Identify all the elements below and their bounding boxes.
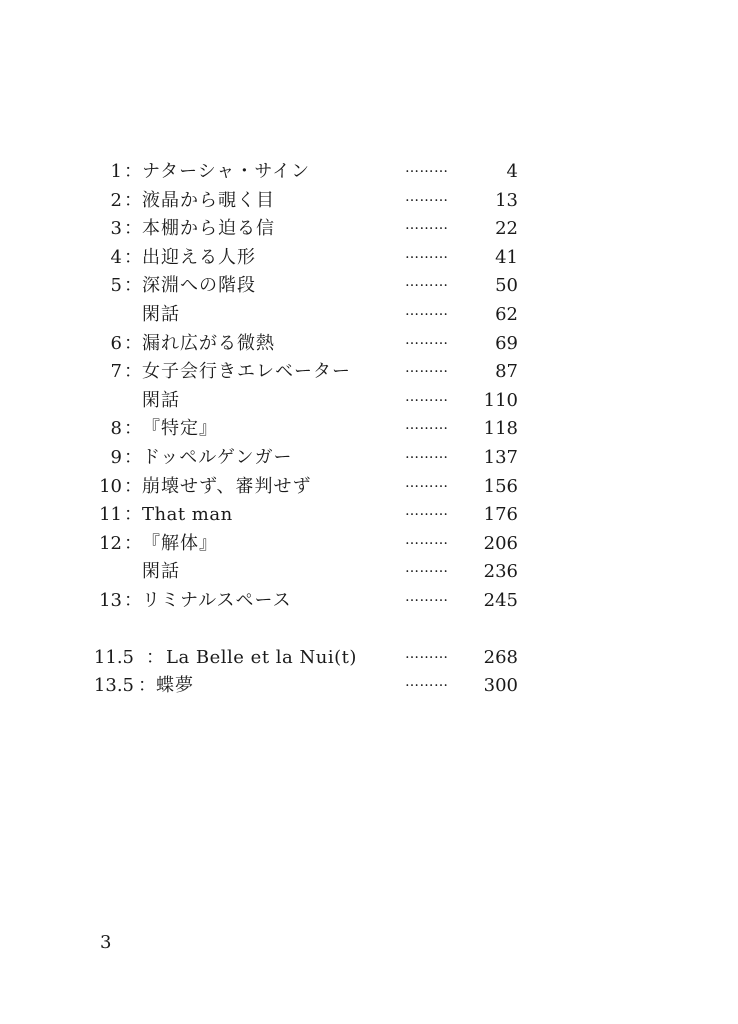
chapter-title: 深淵への階段 — [142, 275, 256, 297]
chapter-number: 12 — [99, 532, 122, 554]
leader-dots: ……… — [405, 274, 449, 291]
chapter-title: 『特定』 — [142, 418, 218, 440]
toc-entry — [0, 473, 738, 502]
page-folio: 3 — [100, 932, 112, 953]
chapter-number: 3 — [110, 218, 122, 240]
chapter-title: La Belle et la Nui(t) — [166, 646, 357, 668]
leader-dots: ……… — [405, 445, 449, 462]
chapter-number: 11 — [99, 504, 122, 526]
toc-entry — [0, 158, 738, 187]
chapter-title: 本棚から迫る信 — [142, 218, 275, 240]
toc-entry — [0, 244, 738, 273]
page-number: 236 — [483, 561, 518, 583]
page-number: 41 — [495, 246, 518, 268]
separator: ： — [124, 246, 142, 268]
chapter-number: 5 — [110, 275, 122, 297]
leader-dots: ……… — [405, 474, 449, 491]
leader-dots: ……… — [405, 645, 449, 662]
page-number: 176 — [483, 504, 518, 526]
toc-entry-interlude — [0, 301, 738, 330]
separator: ： — [138, 675, 156, 697]
chapter-number: 13 — [99, 589, 122, 611]
separator: ： — [124, 475, 142, 497]
leader-dots: ……… — [405, 217, 449, 234]
leader-dots: ……… — [405, 588, 449, 605]
separator: ： — [124, 418, 142, 440]
chapter-title: 女子会行きエレベーター — [142, 361, 351, 383]
page-number: 87 — [495, 361, 518, 383]
separator: ： — [124, 218, 142, 240]
toc-entry — [0, 272, 738, 301]
toc-entry — [0, 530, 738, 559]
separator: ： — [124, 275, 142, 297]
chapter-number: 7 — [110, 361, 122, 383]
chapter-number: 6 — [110, 332, 122, 354]
table-of-contents — [0, 158, 738, 701]
leader-dots: ……… — [405, 331, 449, 348]
chapter-number: 4 — [110, 246, 122, 268]
page-number: 50 — [495, 275, 518, 297]
separator: ： — [146, 646, 164, 668]
page-number: 110 — [483, 389, 518, 411]
leader-dots: ……… — [405, 388, 449, 405]
toc-entry-interlude — [0, 387, 738, 416]
leader-dots: ……… — [405, 245, 449, 262]
leader-dots: ……… — [405, 302, 449, 319]
page-number: 245 — [483, 589, 518, 611]
separator: ： — [124, 161, 142, 182]
toc-appendix-entry — [0, 644, 738, 673]
page-number: 118 — [483, 418, 518, 440]
toc-entry — [0, 501, 738, 530]
page-number: 22 — [495, 218, 518, 240]
leader-dots: ……… — [405, 188, 449, 205]
page-number: 69 — [495, 332, 518, 354]
toc-entry — [0, 444, 738, 473]
leader-dots: ……… — [405, 560, 449, 577]
separator: ： — [124, 189, 142, 211]
separator: ： — [124, 532, 142, 554]
page-number: 156 — [483, 475, 518, 497]
leader-dots: ……… — [405, 360, 449, 377]
chapter-number: 9 — [110, 446, 122, 468]
page-number: 4 — [506, 161, 518, 182]
separator: ： — [124, 589, 142, 611]
page-number: 206 — [483, 532, 518, 554]
page-number: 13 — [495, 189, 518, 211]
chapter-title: 出迎える人形 — [142, 246, 256, 268]
chapter-title: リミナルスペース — [142, 589, 292, 611]
toc-appendix-entry — [0, 672, 738, 701]
page-number: 268 — [483, 646, 518, 668]
toc-entry — [0, 187, 738, 216]
page-number: 300 — [483, 675, 518, 697]
chapter-title: 崩壊せず、審判せず — [142, 475, 312, 497]
chapter-title: ナターシャ・サイン — [142, 161, 311, 182]
toc-entry-interlude — [0, 558, 738, 587]
chapter-number: 11.5 — [93, 646, 134, 668]
chapter-title: That man — [142, 504, 233, 526]
chapter-title: 閑話 — [142, 561, 180, 583]
toc-entry — [0, 587, 738, 616]
chapter-title: 漏れ広がる微熱 — [142, 332, 275, 354]
separator: ： — [124, 332, 142, 354]
toc-entry — [0, 358, 738, 387]
chapter-number: 13.5 — [93, 675, 134, 697]
chapter-title: 閑話 — [142, 389, 180, 411]
leader-dots: ……… — [405, 417, 449, 434]
separator: ： — [124, 446, 142, 468]
leader-dots: ……… — [405, 160, 449, 176]
chapter-title: ドッペルゲンガー — [142, 446, 293, 468]
leader-dots: ……… — [405, 674, 449, 691]
leader-dots: ……… — [405, 531, 449, 548]
page-number: 62 — [495, 303, 518, 325]
separator: ： — [124, 361, 142, 383]
page-number: 137 — [483, 446, 518, 468]
chapter-title: 蝶夢 — [156, 675, 194, 697]
separator: ： — [124, 504, 142, 526]
chapter-number: 10 — [99, 475, 122, 497]
chapter-title: 閑話 — [142, 303, 180, 325]
toc-entry — [0, 330, 738, 359]
chapter-title: 液晶から覗く目 — [142, 189, 275, 211]
chapter-title: 『解体』 — [142, 532, 218, 554]
toc-entry — [0, 215, 738, 244]
leader-dots: ……… — [405, 503, 449, 520]
toc-entry — [0, 415, 738, 444]
chapter-number: 8 — [110, 418, 122, 440]
chapter-number: 2 — [110, 189, 122, 211]
chapter-number: 1 — [110, 161, 122, 182]
